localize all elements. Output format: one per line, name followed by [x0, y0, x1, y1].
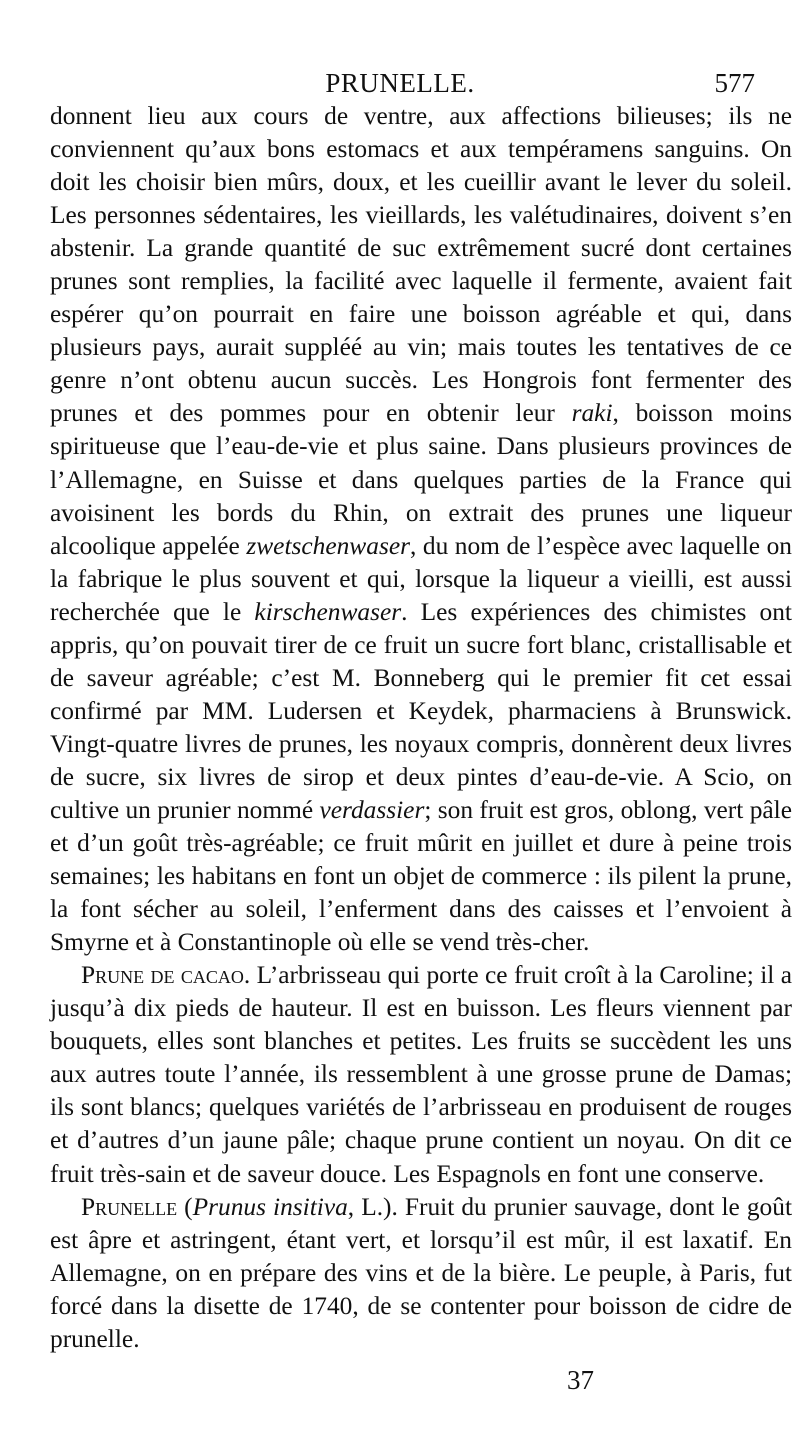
entry-heading: Prunelle — [81, 1192, 178, 1221]
term-verdassier: verdassier — [319, 795, 425, 824]
entry-heading: Prune de cacao. — [81, 961, 251, 990]
page-number: 577 — [714, 68, 755, 98]
text-run: donnent lieu aux cours de ventre, aux affections bilieuses; ils ne conviennent qu’aux bons estomacs et aux tempéramens sanguins. On doit les choisir bien mûrs, doux, et les cueillir avant le lever du soleil. Les personnes sédentaires, les vieillards, les valétudinaires, doivent s’en abstenir. La grande quantité de suc extrêmement sucré dont certaines prunes sont remplies, la facilité avec laquelle il fermente, avaient fait espérer qu’on pourrait en faire une boisson agréable et qui, dans plusieurs pays, aurait suppléé au vin; mais toutes les tentatives de ce genre n’ont obtenu aucun succès. Les Hongrois font fermenter des prunes et des pommes pour en obtenir leur — [50, 102, 792, 428]
text-run: . Les expériences des chimistes ont appris, qu’on pouvait tirer de ce fruit un sucre fort blanc, cristallisable et de saveur agréable; c’est M. Bonneberg qui le premier fit cet essai confirmé par MM. Ludersen et Keydek, pharmaciens à Brunswick. Vingt-quatre livres de prunes, les noyaux compris, donnèrent deux livres de sucre, six livres de sirop et deux pintes d’eau-de-vie. A Scio, on cultive un prunier nommé — [50, 597, 792, 824]
text-run: , du nom de l’espèce avec laquelle on la fabrique le plus souvent et qui, lorsque la liqueur a vieilli, est aussi recherchée que le — [50, 531, 792, 626]
signature-mark: 37 — [567, 1365, 594, 1395]
paragraph-prunes-continued — [50, 100, 792, 959]
entry-prune-de-cacao — [50, 959, 792, 1190]
entry-prunelle — [50, 1191, 792, 1356]
text-run: , boisson moins spiritueuse que l’eau-de-vie et plus saine. Dans plusieurs provinces de l’Allemagne, en Suisse et dans quelques parties de la France qui avoisinent les bords du Rhin, on extrait des prunes une liqueur alcoolique appelée — [50, 399, 792, 560]
running-head — [0, 62, 800, 102]
term-kirschenwaser: kirschenwaser — [254, 597, 402, 626]
term-zwetschenwaser: zwetschenwaser — [246, 531, 410, 560]
entry-text: , L.). Fruit du prunier sauvage, dont le goût est âpre et astringent, étant vert, et lorsqu’il est mûr, il est laxatif. En Allemagne, on en prépare des vins et de la bière. Le peuple, à Paris, fut forcé dans la disette de 1740, de se contenter pour boisson de cidre de prunelle. — [50, 1192, 793, 1353]
text-run: ; son fruit est gros, oblong, vert pâle et d’un goût très-agréable; ce fruit mûrit en juillet et dure à peine trois semaines; les habitans en font un objet de commerce : ils pilent la prune, la font sécher au soleil, l’enferment dans des caisses et l’envoient à Smyrne et à Constantinople où elle se vend très-cher. — [50, 795, 792, 957]
entry-text: L’arbrisseau qui porte ce fruit croît à la Caroline; il a jusqu’à dix pieds de hauteur. Il est en buisson. Les fleurs viennent par bouquets, elles sont blanches et petites. Les fruits se succèdent les uns aux autres toute l’année, ils ressemblent à une grosse prune de Damas; ils sont blancs; quelques variétés de l’arbrisseau en produisent de rouges et d’autres d’un jaune pâle; chaque prune contient un noyau. On dit ce fruit très-sain et de saveur douce. Les Espagnols en font une conserve. — [50, 961, 792, 1188]
running-head-title: PRUNELLE. — [325, 68, 475, 98]
latin-name: Prunus insitiva — [192, 1192, 348, 1221]
body-text — [50, 100, 792, 1356]
text-run: ( — [177, 1192, 193, 1221]
term-raki: raki — [571, 399, 613, 428]
